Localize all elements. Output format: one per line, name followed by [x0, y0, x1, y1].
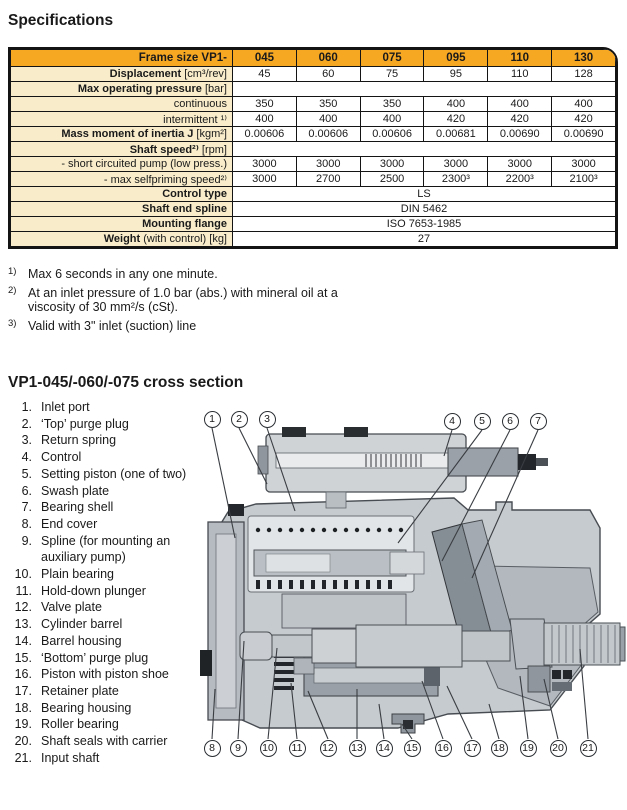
- part-number: 8.: [21, 516, 32, 531]
- part-label: Plain bearing: [41, 567, 114, 582]
- cell-value: 420: [552, 112, 616, 127]
- part-number: 6.: [21, 483, 32, 498]
- part-label: Valve plate: [41, 600, 102, 615]
- callout-7: 7: [530, 413, 547, 430]
- pump-drawing: [198, 406, 627, 764]
- frame-size-130: 130: [552, 50, 616, 67]
- callout-13: 13: [349, 740, 366, 757]
- cell-value: 3000: [424, 157, 488, 172]
- callout-4: 4: [444, 413, 461, 430]
- part-label: Piston with piston shoe: [41, 667, 169, 682]
- part-item-10: [8, 566, 206, 583]
- cell-value: 110: [488, 67, 552, 82]
- frame-size-110: 110: [488, 50, 552, 67]
- footnotes: [8, 267, 380, 337]
- callout-17: 17: [464, 740, 481, 757]
- part-label: Return spring: [41, 433, 117, 448]
- spec-table: [8, 47, 618, 249]
- specifications-heading: Specifications: [8, 12, 114, 29]
- cell-value: 3000: [296, 157, 360, 172]
- cell-value: 400: [296, 112, 360, 127]
- part-number: 21.: [14, 750, 32, 765]
- part-label: Inlet port: [41, 400, 90, 414]
- part-label: Swash plate: [41, 483, 110, 498]
- row-displacement: [11, 67, 616, 82]
- part-item-3: [8, 432, 206, 449]
- row-intermittent: [11, 112, 616, 127]
- label-unit: [kgm²]: [193, 128, 227, 140]
- row-label: [11, 217, 233, 232]
- footnote-3: [8, 319, 380, 334]
- part-item-12: [8, 599, 206, 616]
- cross-section-heading: VP1-045/-060/-075 cross section: [8, 374, 244, 391]
- label-bold: Max operating pressure: [77, 83, 202, 95]
- cell-value: 3000: [360, 157, 424, 172]
- row-label: [11, 232, 233, 247]
- part-item-4: [8, 449, 206, 466]
- cell-value: 0.00690: [488, 127, 552, 142]
- part-label: Bearing shell: [41, 500, 114, 515]
- part-number: 2.: [21, 416, 32, 431]
- callout-6: 6: [502, 413, 519, 430]
- cell-value: 350: [360, 97, 424, 112]
- cell-value: 128: [552, 67, 616, 82]
- row-label: [11, 142, 233, 157]
- label-unit: [cm³/rev]: [181, 68, 227, 80]
- cell-span-empty: [233, 82, 616, 97]
- label-unit: [bar]: [201, 83, 227, 95]
- part-label: Setting piston (one of two): [41, 466, 187, 481]
- cell-span-value: DIN 5462: [233, 202, 616, 217]
- callout-3: 3: [259, 411, 276, 428]
- part-label: ‘Bottom’ purge plug: [41, 650, 149, 665]
- part-number: 20.: [14, 734, 32, 749]
- footnote-marker: 1): [8, 266, 17, 277]
- footnote-text: Max 6 seconds in any one minute.: [28, 267, 218, 281]
- callout-21: 21: [580, 740, 597, 757]
- frame-size-075: 075: [360, 50, 424, 67]
- label-unit: (with control) [kg]: [140, 233, 227, 245]
- footnote-marker: 2): [8, 284, 17, 296]
- part-number: 1.: [21, 400, 32, 414]
- frame-size-095: 095: [424, 50, 488, 67]
- cell-value: 400: [552, 97, 616, 112]
- callout-10: 10: [260, 740, 277, 757]
- cell-value: 2200³: [488, 172, 552, 187]
- part-label: Control: [41, 450, 82, 465]
- cell-value: 400: [424, 97, 488, 112]
- row-label: [11, 112, 233, 127]
- cell-span-empty: [233, 142, 616, 157]
- cell-value: 2700: [296, 172, 360, 187]
- part-item-8: [8, 516, 206, 533]
- label-bold: Control type: [162, 188, 227, 200]
- cell-value: 0.00606: [233, 127, 297, 142]
- part-item-11: [8, 583, 206, 600]
- cell-value: 2300³: [424, 172, 488, 187]
- cell-value: 400: [233, 112, 297, 127]
- part-number: 17.: [14, 683, 32, 698]
- part-label: End cover: [41, 516, 98, 531]
- label-unit: [rpm]: [198, 143, 227, 156]
- part-number: 10.: [14, 567, 32, 582]
- callout-1: 1: [204, 411, 221, 428]
- cell-value: 60: [296, 67, 360, 82]
- callout-19: 19: [520, 740, 537, 757]
- part-number: 15.: [14, 650, 32, 665]
- part-label: Barrel housing: [41, 633, 122, 648]
- part-item-2: [8, 416, 206, 433]
- row-control-type: [11, 187, 616, 202]
- label-bold: Mass moment of inertia J: [61, 128, 194, 140]
- frame-size-045: 045: [233, 50, 297, 67]
- row-weight: [11, 232, 616, 247]
- row-short-circuited: [11, 157, 616, 172]
- cell-value: 75: [360, 67, 424, 82]
- cell-value: 45: [233, 67, 297, 82]
- part-number: 14.: [14, 633, 32, 648]
- row-max-selfpriming: [11, 172, 616, 187]
- part-item-9: [8, 533, 206, 566]
- row-label: [11, 202, 233, 217]
- label-unit: intermittent ¹⁾: [163, 113, 227, 126]
- row-mounting-flange: [11, 217, 616, 232]
- callout-20: 20: [550, 740, 567, 757]
- callout-16: 16: [435, 740, 452, 757]
- cell-value: 2500: [360, 172, 424, 187]
- part-label: Shaft seals with carrier: [41, 734, 168, 749]
- part-number: 3.: [21, 433, 32, 448]
- label-bold: Shaft speed²⁾: [129, 143, 199, 156]
- cell-span-value: ISO 7653-1985: [233, 217, 616, 232]
- callout-11: 11: [289, 740, 306, 757]
- callout-5: 5: [474, 413, 491, 430]
- row-label: [11, 172, 233, 187]
- part-item-18: [8, 700, 206, 717]
- part-label: Bearing housing: [41, 700, 132, 715]
- cell-value: 0.00606: [360, 127, 424, 142]
- cell-value: 3000: [488, 157, 552, 172]
- row-label: [11, 82, 233, 97]
- cell-value: 0.00681: [424, 127, 488, 142]
- callout-8: 8: [204, 740, 221, 757]
- part-item-16: [8, 666, 206, 683]
- callout-2: 2: [231, 411, 248, 428]
- part-label: ‘Top’ purge plug: [41, 416, 129, 431]
- bottom-purge-plug: [392, 714, 424, 733]
- table-header-row: [11, 50, 616, 67]
- row-shaft-speed: [11, 142, 616, 157]
- cell-value: 95: [424, 67, 488, 82]
- part-item-14: [8, 633, 206, 650]
- part-label: Hold-down plunger: [41, 583, 146, 598]
- part-number: 9.: [21, 533, 32, 548]
- row-mass-moment-inertia: [11, 127, 616, 142]
- part-label: Spline (for mounting an auxiliary pump): [41, 533, 171, 565]
- row-max-operating-pressure: [11, 82, 616, 97]
- frame-size-060: 060: [296, 50, 360, 67]
- part-label: Cylinder barrel: [41, 617, 123, 632]
- part-number: 12.: [14, 600, 32, 615]
- row-label: [11, 187, 233, 202]
- row-label: [11, 157, 233, 172]
- part-number: 7.: [21, 500, 32, 515]
- label-bold: Shaft end spline: [142, 203, 227, 215]
- callout-12: 12: [320, 740, 337, 757]
- part-item-5: [8, 466, 206, 483]
- label-unit: - short circuited pump (low press.): [61, 158, 227, 170]
- parts-list: [8, 399, 206, 766]
- cell-value: 350: [233, 97, 297, 112]
- cell-value: 420: [488, 112, 552, 127]
- row-continuous: [11, 97, 616, 112]
- cell-span-value: LS: [233, 187, 616, 202]
- footnote-1: [8, 267, 380, 282]
- spec-table-grid: [10, 49, 616, 247]
- row-label: [11, 67, 233, 82]
- cell-value: 3000: [233, 157, 297, 172]
- part-item-17: [8, 683, 206, 700]
- part-number: 11.: [15, 583, 32, 598]
- callout-9: 9: [230, 740, 247, 757]
- frame-size-header-label: Frame size VP1-: [11, 50, 233, 67]
- part-label: Roller bearing: [41, 717, 119, 732]
- footnote-2: [8, 286, 380, 315]
- cell-value: 3000: [233, 172, 297, 187]
- row-label: [11, 127, 233, 142]
- cell-value: 400: [488, 97, 552, 112]
- part-item-1: [8, 399, 206, 416]
- cell-value: 420: [424, 112, 488, 127]
- part-item-21: [8, 750, 206, 767]
- part-item-7: [8, 499, 206, 516]
- part-item-19: [8, 716, 206, 733]
- control-valve: [258, 427, 548, 508]
- footnote-text: At an inlet pressure of 1.0 bar (abs.) with mineral oil at a viscosity of 30 mm²/s (cSt).: [28, 285, 338, 314]
- label-bold: Weight: [103, 233, 141, 245]
- label-unit: continuous: [173, 98, 227, 110]
- part-number: 13.: [14, 617, 32, 632]
- part-number: 4.: [21, 450, 32, 465]
- part-label: Retainer plate: [41, 683, 119, 698]
- part-item-13: [8, 616, 206, 633]
- cell-value: 350: [296, 97, 360, 112]
- label-bold: Mounting flange: [142, 218, 227, 230]
- label-unit: - max selfpriming speed²⁾: [103, 173, 227, 186]
- cell-value: 0.00690: [552, 127, 616, 142]
- part-item-15: [8, 650, 206, 667]
- callout-18: 18: [491, 740, 508, 757]
- cell-span-value: 27: [233, 232, 616, 247]
- callout-14: 14: [376, 740, 393, 757]
- row-shaft-end-spline: [11, 202, 616, 217]
- row-label: [11, 97, 233, 112]
- cell-value: 3000: [552, 157, 616, 172]
- part-number: 16.: [14, 667, 32, 682]
- part-label: Input shaft: [41, 750, 100, 765]
- end-cover: [200, 522, 244, 720]
- part-number: 18.: [14, 700, 32, 715]
- cell-value: 400: [360, 112, 424, 127]
- footnote-marker: 3): [8, 317, 17, 329]
- pump-cross-section-svg: [198, 406, 627, 764]
- footnote-text: Valid with 3" inlet (suction) line: [28, 318, 197, 333]
- part-item-6: [8, 483, 206, 500]
- cell-value: 0.00606: [296, 127, 360, 142]
- part-number: 5.: [21, 466, 32, 481]
- part-item-20: [8, 733, 206, 750]
- label-bold: Displacement: [109, 68, 182, 80]
- cell-value: 2100³: [552, 172, 616, 187]
- part-number: 19.: [14, 717, 32, 732]
- callout-15: 15: [404, 740, 421, 757]
